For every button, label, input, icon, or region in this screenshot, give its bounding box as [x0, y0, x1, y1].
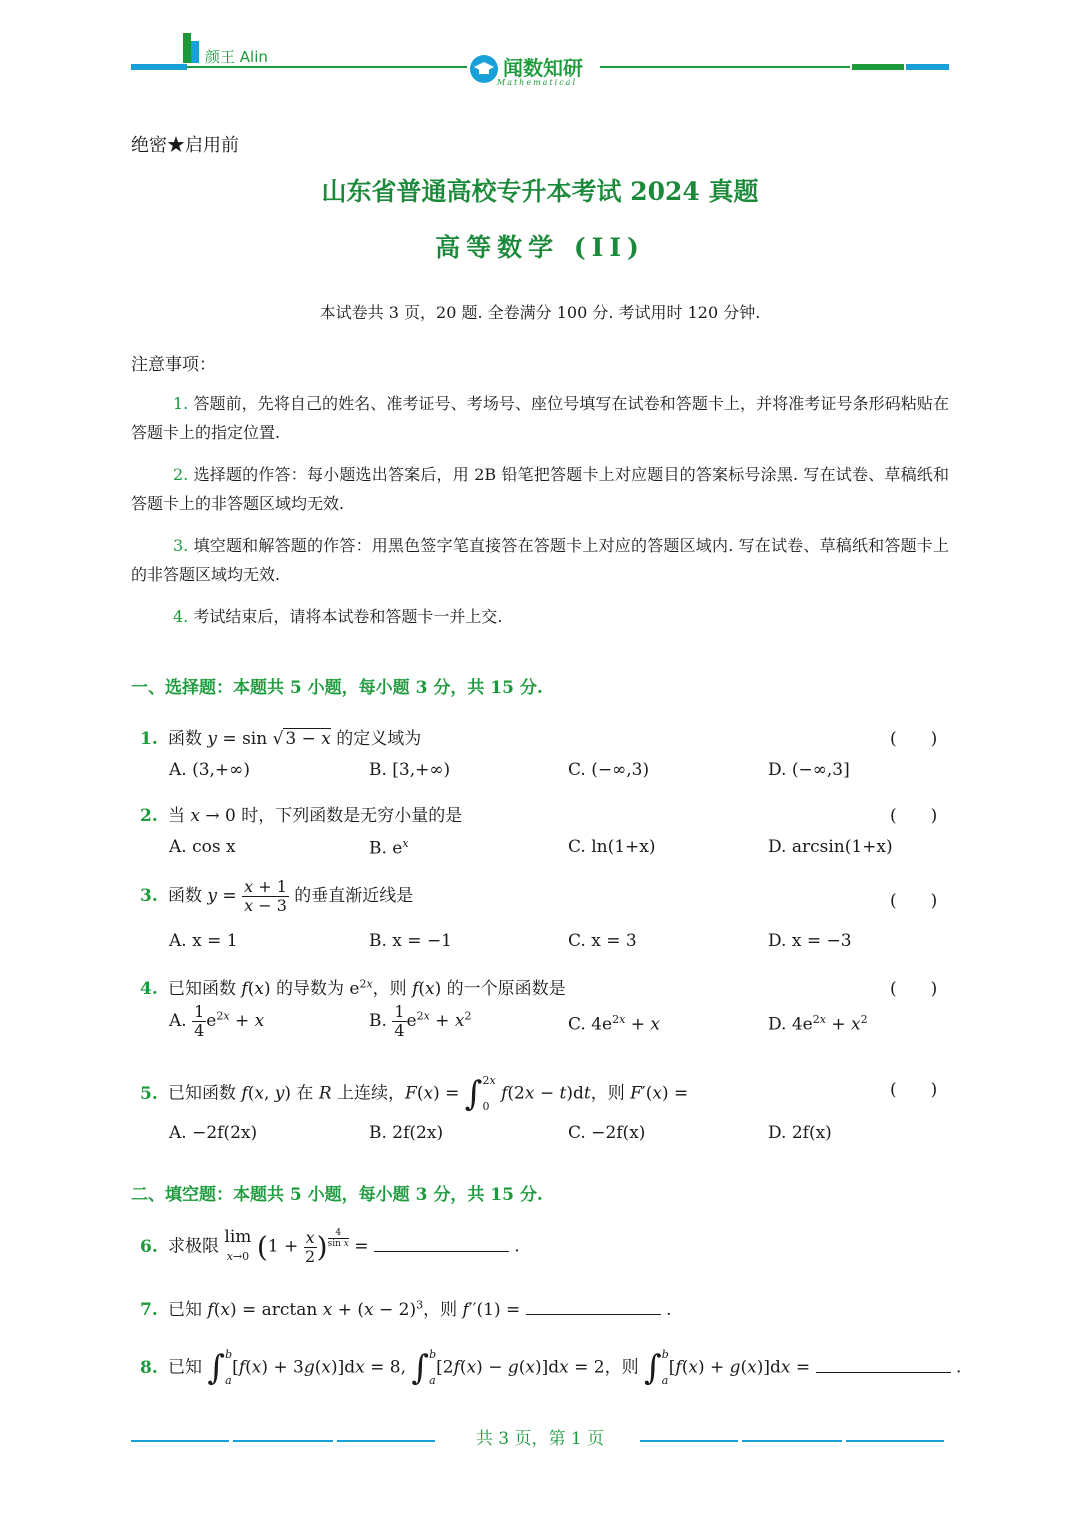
option-d: D. $4e^{2x} + x^2$: [768, 1013, 868, 1035]
answer-paren: ( ): [890, 806, 938, 826]
question-8: 8. 已知 ∫ b a [f(x) + 3g(x)]dx = 8, ∫ b a [2f(x) − g(x)]dx = 2，则 ∫ b a [f(x) + g(x)]dx = .: [140, 1348, 962, 1388]
option-d: D. x = −3: [768, 931, 852, 951]
mortarboard-logo-icon: [469, 54, 499, 84]
section-choice-heading: 一、选择题：本题共 5 小题，每小题 3 分，共 15 分.: [131, 678, 543, 698]
option-c: C. $4e^{2x} + x$: [568, 1013, 660, 1035]
header-rule-right: [906, 64, 949, 70]
option-c: C. (−∞,3): [568, 760, 650, 780]
option-c: C. −2f(x): [568, 1123, 646, 1143]
option-c: C. x = 3: [568, 931, 637, 951]
answer-blank[interactable]: [374, 1237, 509, 1252]
exam-intro: 本试卷共 3 页，20 题. 全卷满分 100 分. 考试用时 120 分钟.: [319, 303, 761, 322]
option-b: B. x = −1: [369, 931, 452, 951]
header-rule-mid-right: [600, 66, 850, 68]
option-a: A. $\frac{1}{4}$ $e^{2x} + x$: [169, 1002, 265, 1040]
notice-heading: 注意事项：: [131, 355, 216, 375]
header-rule-left: [131, 64, 187, 70]
answer-paren: ( ): [890, 1080, 938, 1100]
question-5: 5. 已知函数 f(x, y) 在 R 上连续，F(x) = ∫ 2x 0 f(2x − t)dt，则 F′(x) =: [140, 1074, 689, 1114]
option-c: C. ln(1+x): [568, 837, 656, 857]
option-d: D. 2f(x): [768, 1123, 832, 1143]
answer-blank[interactable]: [526, 1300, 661, 1315]
option-d: D. arcsin(1+x): [768, 837, 893, 857]
option-a: A. cos x: [169, 837, 236, 857]
answer-paren: ( ): [890, 729, 938, 749]
header-rule-green-block: [852, 64, 904, 70]
option-b: B. [3,+∞): [369, 760, 451, 780]
notice-item: 4. 考试结束后，请将本试卷和答题卡一并上交.: [173, 607, 503, 626]
question-2: 2. 当 x → 0 时，下列函数是无穷小量的是: [140, 806, 463, 826]
question-7: 7. 已知 $f(x) = \arctan x + (x - 2)^3$，则 f′′(1) = .: [140, 1298, 672, 1320]
option-d: D. (−∞,3]: [768, 760, 850, 780]
notice-item: 2. 选择题的作答：每小题选出答案后，用 2B 铅笔把答题卡上对应题目的答案标号涂黑. 写在试卷、草稿纸和答题卡上的非答题区域均无效.: [131, 465, 949, 513]
option-a: A. x = 1: [169, 931, 238, 951]
answer-paren: ( ): [890, 891, 938, 911]
answer-blank[interactable]: [816, 1358, 951, 1373]
question-6: 6. 求极限 lim x→0 (1 + $\frac{x}{2}$ ) $^{\frac{4}{\text{sin x}}}$ = .: [140, 1227, 520, 1266]
answer-paren: ( ): [890, 979, 938, 999]
option-a: A. −2f(2x): [169, 1123, 258, 1143]
option-b: B. $e^x$: [369, 837, 409, 859]
confidential-label: 绝密★启用前: [131, 135, 239, 156]
brand-left: 颜王 Alin: [205, 48, 268, 66]
brand-sub: Mathematical: [497, 78, 577, 87]
section-fill-heading: 二、填空题：本题共 5 小题，每小题 3 分，共 15 分.: [131, 1185, 543, 1205]
option-a: A. (3,+∞): [169, 760, 250, 780]
page-number: 共 3 页，第 1 页: [475, 1429, 605, 1449]
exam-title: 山东省普通高校专升本考试 2024 真题: [321, 177, 759, 206]
exam-subject: 高等数学 (II): [435, 233, 645, 262]
option-b: B. $\frac{1}{4}$ $e^{2x} + x^2$: [369, 1002, 472, 1040]
notice-item: 1. 答题前，先将自己的姓名、准考证号、考场号、座位号填写在试卷和答题卡上，并将准考证号条形码粘贴在答题卡上的指定位置.: [131, 394, 949, 442]
option-b: B. 2f(2x): [369, 1123, 444, 1143]
alin-logo-icon: [183, 33, 201, 63]
question-1: 1. 函数 y = sin √ 3 − x 的定义域为: [140, 729, 422, 749]
question-3: 3. 函数 y = $\frac{x + 1}{x - 3}$ 的垂直渐近线是: [140, 877, 414, 915]
notice-item: 3. 填空题和解答题的作答：用黑色签字笔直接答在答题卡上对应的答题区域内. 写在试卷、草稿纸和答题卡上的非答题区域均无效.: [131, 536, 949, 584]
question-4: 4. 已知函数 f(x) 的导数为 $e^{2x}$，则 f(x) 的一个原函数是: [140, 977, 566, 999]
brand-center: 闻数知研: [503, 56, 583, 80]
